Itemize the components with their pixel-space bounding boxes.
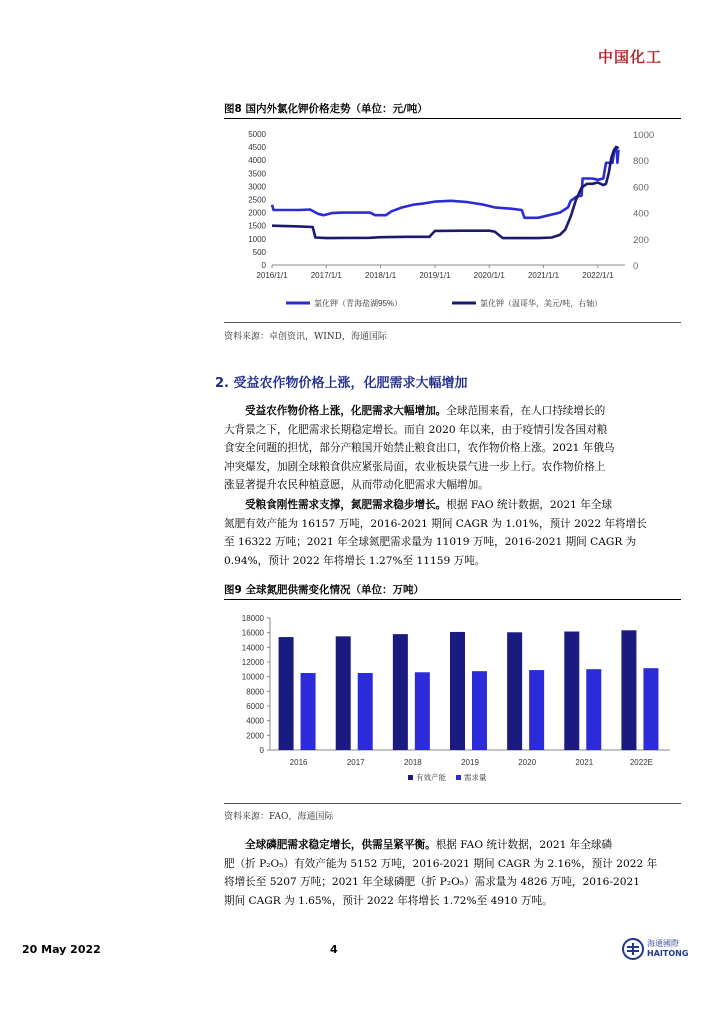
haitong-logo xyxy=(622,938,688,960)
y-tick-label: 0 xyxy=(259,746,264,755)
fig8-source: 资料来源：卓创资讯，WIND，海通国际 xyxy=(224,332,387,342)
text-line: 冲突爆发，加剧全球粮食供应紧张局面，农业板块景气进一步上行。农作物价格上 xyxy=(224,460,606,473)
y-left-tick-label: 4500 xyxy=(248,143,266,153)
y-left-tick-label: 1000 xyxy=(248,234,266,244)
bar-demand xyxy=(529,670,544,750)
bar-demand xyxy=(415,672,430,750)
paragraph-lead: 受益农作物价格上涨，化肥需求大幅增加。 xyxy=(245,405,447,417)
y-left-tick-label: 5000 xyxy=(248,130,266,139)
fig8-bottom-rule xyxy=(224,322,681,323)
fig9-top-rule xyxy=(224,599,681,600)
x-tick-label: 2018 xyxy=(403,758,422,767)
y-left-tick-label: 500 xyxy=(252,247,266,257)
text-line: 肥（折 P₂O₅）有效产能为 5152 万吨，2016-2021 期间 CAGR 为 2.16%，预计 2022 年 xyxy=(224,857,658,870)
x-tick-label: 2021 xyxy=(575,758,594,767)
y-left-tick-label: 3000 xyxy=(248,182,266,192)
y-right-tick-label: 0 xyxy=(633,261,639,272)
paragraph-lead: 受粮食刚性需求支撑，氮肥需求稳步增长。 xyxy=(245,499,447,511)
legend-label: 需求量 xyxy=(464,773,487,782)
text-line: 期间 CAGR 为 1.65%，预计 2022 年将增长 1.72%至 4910 万吨。 xyxy=(224,894,553,907)
y-right-tick-label: 400 xyxy=(633,208,649,220)
y-right-tick-label: 800 xyxy=(633,156,649,168)
bar-capacity xyxy=(279,637,294,750)
bar-capacity xyxy=(336,636,351,750)
y-tick-label: 8000 xyxy=(246,687,264,697)
x-tick-label: 2018/1/1 xyxy=(365,271,397,280)
bar-demand xyxy=(643,668,658,750)
text-line: 全球范围来看，在人口持续增长的 xyxy=(446,405,606,417)
x-tick-label: 2016 xyxy=(289,758,308,767)
y-left-tick-label: 3500 xyxy=(248,169,266,179)
legend-swatch xyxy=(456,775,461,780)
y-tick-label: 6000 xyxy=(246,702,264,711)
text-line: 大背景之下，化肥需求长期稳定增长。而自 2020 年以来，由于疫情引发各国对粮 xyxy=(224,423,608,436)
y-left-tick-label: 2500 xyxy=(248,195,266,205)
bar-capacity xyxy=(393,634,408,750)
text-line: 食安全问题的担忧，部分产粮国开始禁止粮食出口，农作物价格上涨。2021 年俄乌 xyxy=(224,442,615,455)
fig9-title: 图9 全球氮肥供需变化情况（单位：万吨） xyxy=(224,584,424,596)
paragraph-crop-prices xyxy=(224,402,682,495)
text-line: 将增长至 5207 万吨；2021 年全球磷肥（折 P₂O₅）需求量为 4826 万吨，2016-2021 xyxy=(224,876,640,889)
series-line-1 xyxy=(272,147,619,218)
legend-swatch xyxy=(408,775,413,780)
y-left-tick-label: 2000 xyxy=(248,208,266,218)
x-tick-label: 2019 xyxy=(461,758,479,767)
header-brand: 中国化工 xyxy=(597,48,662,66)
x-tick-label: 2019/1/1 xyxy=(419,271,451,280)
fig9-chart xyxy=(220,603,690,803)
fig8-top-rule xyxy=(224,118,681,119)
y-tick-label: 12000 xyxy=(241,658,264,667)
legend-label: 有效产能 xyxy=(416,773,446,782)
fig9-bottom-rule xyxy=(224,803,681,804)
x-tick-label: 2022E xyxy=(629,758,653,767)
y-tick-label: 16000 xyxy=(241,628,264,638)
y-left-tick-label: 4000 xyxy=(248,156,266,166)
x-tick-label: 2016/1/1 xyxy=(256,271,288,280)
fig8-chart xyxy=(220,122,690,322)
paragraph-phosphate xyxy=(224,836,682,910)
text-line: 涨显著提升农民种植意愿，从而带动化肥需求大幅增加。 xyxy=(224,479,489,492)
x-tick-label: 2021/1/1 xyxy=(527,271,560,280)
paragraph-nitrogen xyxy=(224,496,682,570)
x-tick-label: 2022/1/1 xyxy=(582,271,614,280)
legend-label: 氯化钾（青海盐湖95%） xyxy=(314,299,403,308)
fig9-source: 资料来源：FAO，海通国际 xyxy=(224,812,334,822)
y-tick-label: 4000 xyxy=(246,716,264,726)
y-left-tick-label: 1500 xyxy=(248,221,266,231)
x-tick-label: 2020/1/1 xyxy=(473,271,505,280)
x-tick-label: 2017 xyxy=(346,758,365,767)
bar-capacity xyxy=(507,632,522,750)
bar-demand xyxy=(586,669,601,750)
bar-demand xyxy=(358,673,373,750)
bar-demand xyxy=(301,673,316,750)
bar-demand xyxy=(472,671,487,750)
y-right-tick-label: 200 xyxy=(633,234,649,246)
text-line: 至 16322 万吨；2021 年全球氮肥需求量为 11019 万吨，2016-2021 期间 CAGR 为 xyxy=(224,536,637,549)
bar-capacity xyxy=(564,632,579,750)
logo-text-en: HAITONG xyxy=(647,949,689,958)
series-line-2 xyxy=(272,147,619,238)
paragraph-lead: 全球磷肥需求稳定增长，供需呈紧平衡。 xyxy=(245,839,436,851)
text-line: 氮肥有效产能为 16157 万吨，2016-2021 期间 CAGR 为 1.01%，预计 2022 年将增长 xyxy=(224,517,647,530)
text-line: 根据 FAO 统计数据，2021 年全球磷 xyxy=(435,839,613,851)
y-left-tick-label: 0 xyxy=(261,261,266,270)
y-tick-label: 14000 xyxy=(241,643,264,653)
y-tick-label: 2000 xyxy=(246,731,264,741)
bar-capacity xyxy=(450,632,465,750)
y-right-tick-label: 600 xyxy=(633,182,649,194)
y-tick-label: 18000 xyxy=(241,614,264,623)
x-tick-label: 2020 xyxy=(518,758,537,767)
text-line: 0.94%，预计 2022 年将增长 1.27%至 11159 万吨。 xyxy=(224,554,486,567)
y-right-tick-label: 1000 xyxy=(633,130,655,141)
x-tick-label: 2017/1/1 xyxy=(310,271,342,280)
bar-capacity xyxy=(621,630,636,750)
footer-date: 20 May 2022 xyxy=(22,943,101,956)
haitong-logo-icon xyxy=(622,938,644,960)
y-tick-label: 10000 xyxy=(241,672,264,682)
page-number: 4 xyxy=(330,943,338,956)
text-line: 根据 FAO 统计数据，2021 年全球 xyxy=(446,499,613,511)
fig8-title: 图8 国内外氯化钾价格走势（单位：元/吨） xyxy=(224,103,428,115)
legend-label: 氯化钾（温哥华，美元/吨，右轴） xyxy=(480,299,603,308)
logo-text-cn: 海通國際 xyxy=(647,939,679,948)
section-heading: 2. 受益农作物价格上涨，化肥需求大幅增加 xyxy=(215,376,468,391)
